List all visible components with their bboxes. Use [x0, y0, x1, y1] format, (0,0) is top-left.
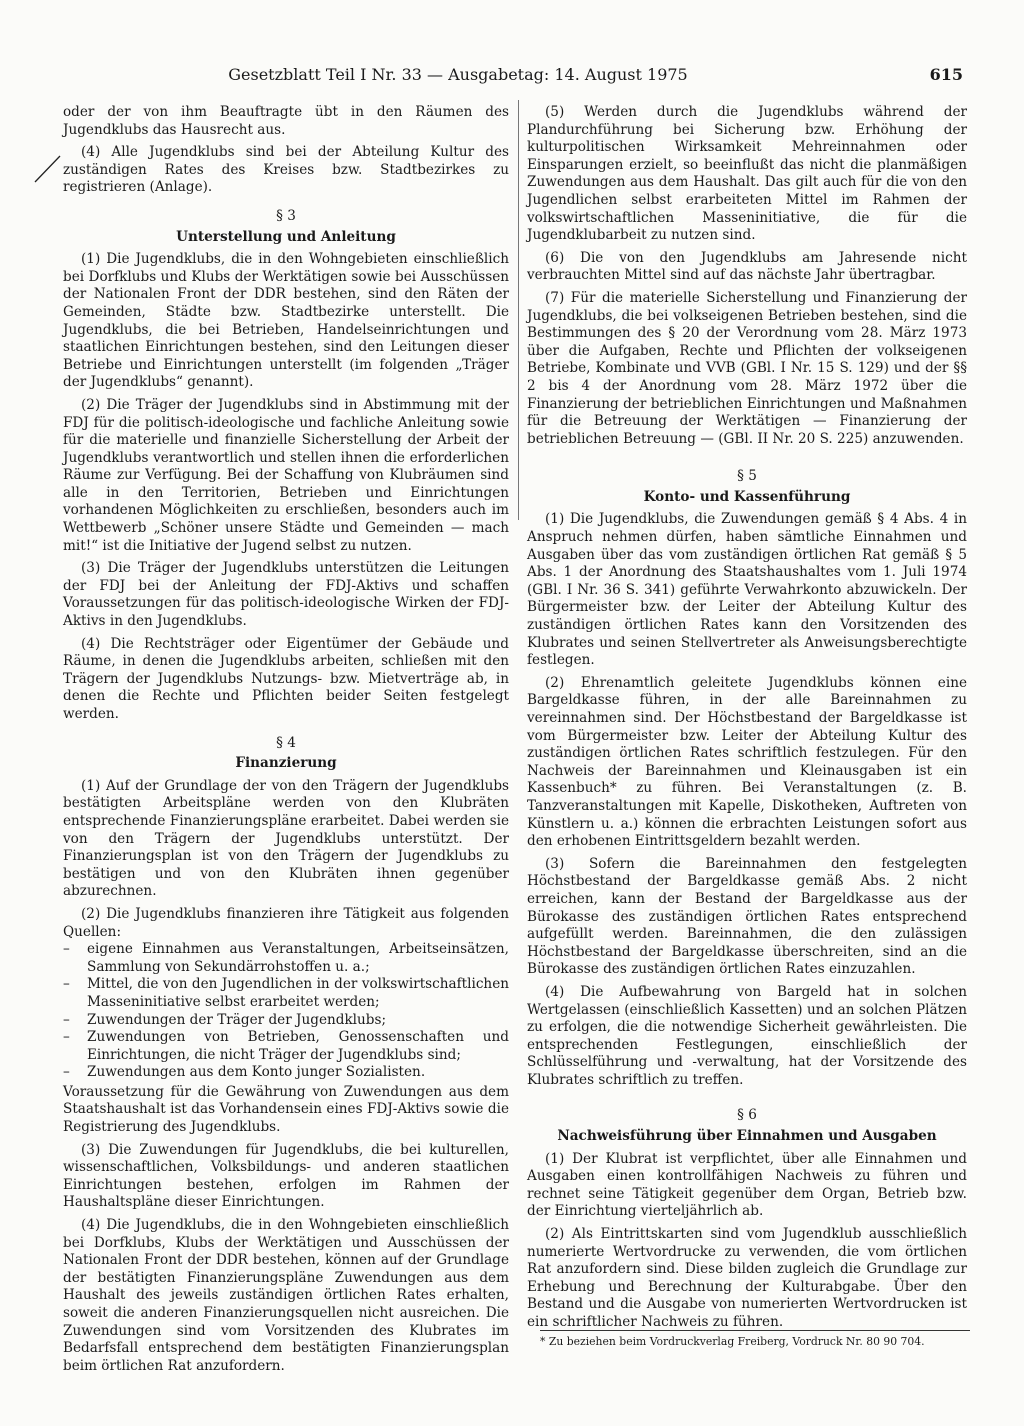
section-number: § 3 — [276, 207, 296, 224]
list-item: – Zuwendungen aus dem Konto junger Sozialisten. — [63, 1064, 509, 1082]
paragraph: (2) Die Träger der Jugendklubs sind in Abstimmung mit der FDJ für die politisch-ideologische und fachliche Anleitung sowie für die materielle und finanzielle Sicherstellung der Arbeit der Jugendklubs verantwortlich und stellen ihnen die erforderlichen Räume zur Verfügung. Bei der Schaffung von Klubräumen sind alle in den Territorien, Betrieben und Einrichtungen vorhandenen Möglichkeiten zu erschließen, besonders auch im Wettbewerb „Schöner unsere Städte und Gemeinden — mach mit!“ ist die Initiative der Jugend selbst zu nutzen. — [63, 396, 509, 554]
section-title: Konto- und Kassenführung — [643, 488, 851, 505]
paragraph: (1) Die Jugendklubs, die in den Wohngebieten einschließlich bei Dorfklubs und Klubs der Werktätigen sowie bei Ausschüssen der Nationalen Front der DDR bestehen, sind den Räten der Gemeinden, Städte bzw. Stadtbezirke unterstellt. Die Jugendklubs, die bei Betrieben, Handelseinrichtungen und staatlichen Einrichtungen bestehen, sind den Leitungen dieser Betriebe und Einrichtungen unterstellt (im folgenden „Träger der Jugendklubs“ genannt). — [63, 251, 509, 391]
column-rule — [518, 100, 519, 520]
paragraph: (3) Sofern die Bareinnahmen den festgelegten Höchstbestand der Bargeldkasse gemäß Abs. 2 nicht erreichen, kann der Bestand der Bargeldkasse aus der Bürokasse des zuständigen örtlichen Rates entsprechend aufgefüllt werden. Bareinnahmen, die den zulässigen Höchstbestand der Bargeldkasse überschreiten, sind an die Bürokasse des zuständigen örtlichen Rates einzuzahlen. — [527, 855, 967, 978]
paragraph: (4) Die Aufbewahrung von Bargeld hat in solchen Wertgelassen (einschließlich Kassetten) und an solchen Plätzen zu erfolgen, die die notwendige Sicherheit gewährleisten. Die entsprechenden Festlegungen, einschließlich der Schlüsselführung und -verwaltung, hat der Vorsitzende des Klubrates schriftlich zu treffen. — [527, 983, 967, 1088]
section-number: § 4 — [276, 734, 296, 751]
paragraph: oder der von ihm Beauftragte übt in den Räumen des Jugendklubs das Hausrecht aus. — [63, 104, 509, 138]
paragraph: Voraussetzung für die Gewährung von Zuwendungen aus dem Staatshaushalt ist das Vorhandensein eines FDJ-Aktivs sowie die Registrierung des Jugendklubs. — [63, 1083, 509, 1136]
paragraph: (1) Die Jugendklubs, die Zuwendungen gemäß § 4 Abs. 4 in Anspruch nehmen dürfen, haben sämtliche Einnahmen und Ausgaben über das vom zuständigen örtlichen Rat gemäß § 5 Abs. 1 der Anordnung des Staatshaushaltes vom 1. Juli 1974 (GBl. I Nr. 36 S. 341) geführte Verwahrkonto abzuwickeln. Der Bürgermeister bzw. der Leiter der Abteilung Kultur des zuständigen örtlichen Rates kann den Vorsitzenden des Klubrates und seinen Stellvertreter als Anweisungsberechtigte festlegen. — [527, 511, 967, 669]
page-header — [63, 64, 963, 86]
paragraph: (4) Alle Jugendklubs sind bei der Abteilung Kultur des zuständigen Rates des Kreises bzw. Stadtbezirkes zu registrieren (Anlage). — [63, 144, 509, 196]
paragraph: (3) Die Träger der Jugendklubs unterstützen die Leitungen der FDJ bei der Anleitung der FDJ-Aktivs und schaffen Voraussetzungen für das politisch-ideologische Wirken der FDJ-Aktivs in den Jugendklubs. — [63, 560, 509, 630]
section-title: Unterstellung und Anleitung — [176, 228, 396, 245]
paragraph: (7) Für die materielle Sicherstellung und Finanzierung der Jugendklubs, die bei volkseigenen Betrieben bestehen, sind die Bestimmungen des § 20 der Verordnung vom 28. März 1973 über die Aufgaben, Rechte und Pflichten der volkseigenen Betriebe, Kombinate und VVB (GBl. I Nr. 15 S. 129) und der §§ 2 bis 4 der Anordnung vom 28. März 1972 über die Finanzierung der betrieblichen Einrichtungen und Maßnahmen für die Betreuung der Werktätigen — Finanzierung der betrieblichen Betreuung — (GBl. II Nr. 20 S. 225) anzuwenden. — [527, 289, 967, 447]
funding-sources-list — [63, 941, 509, 1082]
right-column — [527, 104, 967, 1337]
paragraph: (1) Der Klubrat ist verpflichtet, über alle Einnahmen und Ausgaben einen kontrollfähigen Nachweis zu führen und rechnet seine Tätigkeit gegenüber dem Organ, Betrieb bzw. der Einrichtung vierteljährlich ab. — [527, 1150, 967, 1220]
paragraph: (2) Als Eintrittskarten sind vom Jugendklub ausschließlich numerierte Wertvordrucke zu verwenden, die vom örtlichen Rat anzufordern sind. Diese bilden zugleich die Grundlage zur Erhebung und Berechnung der Kulturabgabe. Über den Bestand und die Ausgabe von numerierten Wertvordrucken ist ein schriftlicher Nachweis zu führen. — [527, 1226, 967, 1330]
page-number: 615 — [929, 65, 963, 84]
section-title: Finanzierung — [235, 755, 337, 772]
section-number: § 6 — [737, 1107, 757, 1124]
list-item: – Zuwendungen der Träger der Jugendklubs; — [63, 1012, 509, 1030]
section-number: § 5 — [737, 468, 757, 485]
section-title: Nachweisführung über Einnahmen und Ausgaben — [557, 1128, 937, 1145]
paragraph: (5) Werden durch die Jugendklubs während der Plandurchführung bei Sicherung bzw. Erhöhung der kulturpolitischen Wirksamkeit Mehreinnahmen oder Einsparungen erzielt, so beeinflußt das nicht die planmäßigen Zuwendungen aus dem Haushalt. Das gilt auch für die von den Jugendlichen selbst erarbeiteten Mittel im Rahmen der volkswirtschaftlichen Masseninitiative, die für die Jugendklubarbeit zu nutzen sind. — [527, 104, 967, 244]
margin-slash-mark — [33, 154, 63, 184]
footnote: * Zu beziehen beim Vordruckverlag Freiberg, Vordruck Nr. 80 90 704. — [540, 1330, 970, 1349]
list-item: – eigene Einnahmen aus Veranstaltungen, Arbeitseinsätzen, Sammlung von Sekundärrohstoffen u. a.; — [63, 941, 509, 976]
list-item: – Mittel, die von den Jugendlichen in der volkswirtschaftlichen Masseninitiative selbst erarbeitet werden; — [63, 976, 509, 1011]
paragraph: (2) Die Jugendklubs finanzieren ihre Tätigkeit aus folgenden Quellen: — [63, 905, 509, 940]
paragraph: (6) Die von den Jugendklubs am Jahresende nicht verbrauchten Mittel sind auf das nächste Jahr übertragbar. — [527, 249, 967, 284]
paragraph: (2) Ehrenamtlich geleitete Jugendklubs können eine Bargeldkasse führen, in der alle Bareinnahmen zu vereinnahmen sind. Der Höchstbestand der Bargeldkasse ist vom Bürgermeister bzw. Leiter der Abteilung Kultur des zuständigen örtlichen Rates schriftlich festzulegen. Für den Nachweis der Bareinnahmen und Kleinausgaben ist ein Kassenbuch* zu führen. Bei Veranstaltungen (z. B. Tanzveranstaltungen mit Kapelle, Diskotheken, Auftreten von Künstlern u. a.) können die erbrachten Leistungen sofort aus den erhobenen Eintrittsgeldern bezahlt werden. — [527, 674, 967, 850]
paragraph: (1) Auf der Grundlage der von den Trägern der Jugendklubs bestätigten Arbeitspläne werden von den Klubräten entsprechende Finanzierungspläne erarbeitet. Dabei werden sie von den Trägern der Jugendklubs unterstützt. Der Finanzierungsplan ist von den Trägern der Jugendklubs zu bestätigen und von den Klubräten ihnen gegenüber abzurechnen. — [63, 777, 509, 900]
list-item: – Zuwendungen von Betrieben, Genossenschaften und Einrichtungen, die nicht Träger der Jugendklubs sind; — [63, 1029, 509, 1064]
paragraph: (4) Die Jugendklubs, die in den Wohngebieten einschließlich bei Dorfklubs, Klubs der Werktätigen und Ausschüssen der Nationalen Front der DDR bestehen, können auf der Grundlage der bestätigten Finanzierungspläne Zuwendungen aus dem Haushalt des jeweils zuständigen örtlichen Rates erhalten, soweit die anderen Finanzierungsquellen nicht ausreichen. Die Zuwendungen sind vom Vorsitzenden des Klubrates im Bedarfsfall entsprechend dem bestätigten Finanzierungsplan beim örtlichen Rat anzufordern. — [63, 1217, 509, 1374]
paragraph: (3) Die Zuwendungen für Jugendklubs, die bei kulturellen, wissenschaftlichen, Volksbildungs- und anderen staatlichen Einrichtungen bestehen, erfolgen im Rahmen der Haushaltspläne dieser Einrichtungen. — [63, 1141, 509, 1211]
left-column — [63, 104, 509, 1380]
paragraph: (4) Die Rechtsträger oder Eigentümer der Gebäude und Räume, in denen die Jugendklubs arbeiten, schließen mit den Trägern der Jugendklubs Nutzungs- bzw. Mietverträge ab, in denen die Rechte und Pflichten beider Seiten festgelegt werden. — [63, 635, 509, 722]
header-title: Gesetzblatt Teil I Nr. 33 — Ausgabetag: 14. August 1975 — [228, 65, 688, 84]
